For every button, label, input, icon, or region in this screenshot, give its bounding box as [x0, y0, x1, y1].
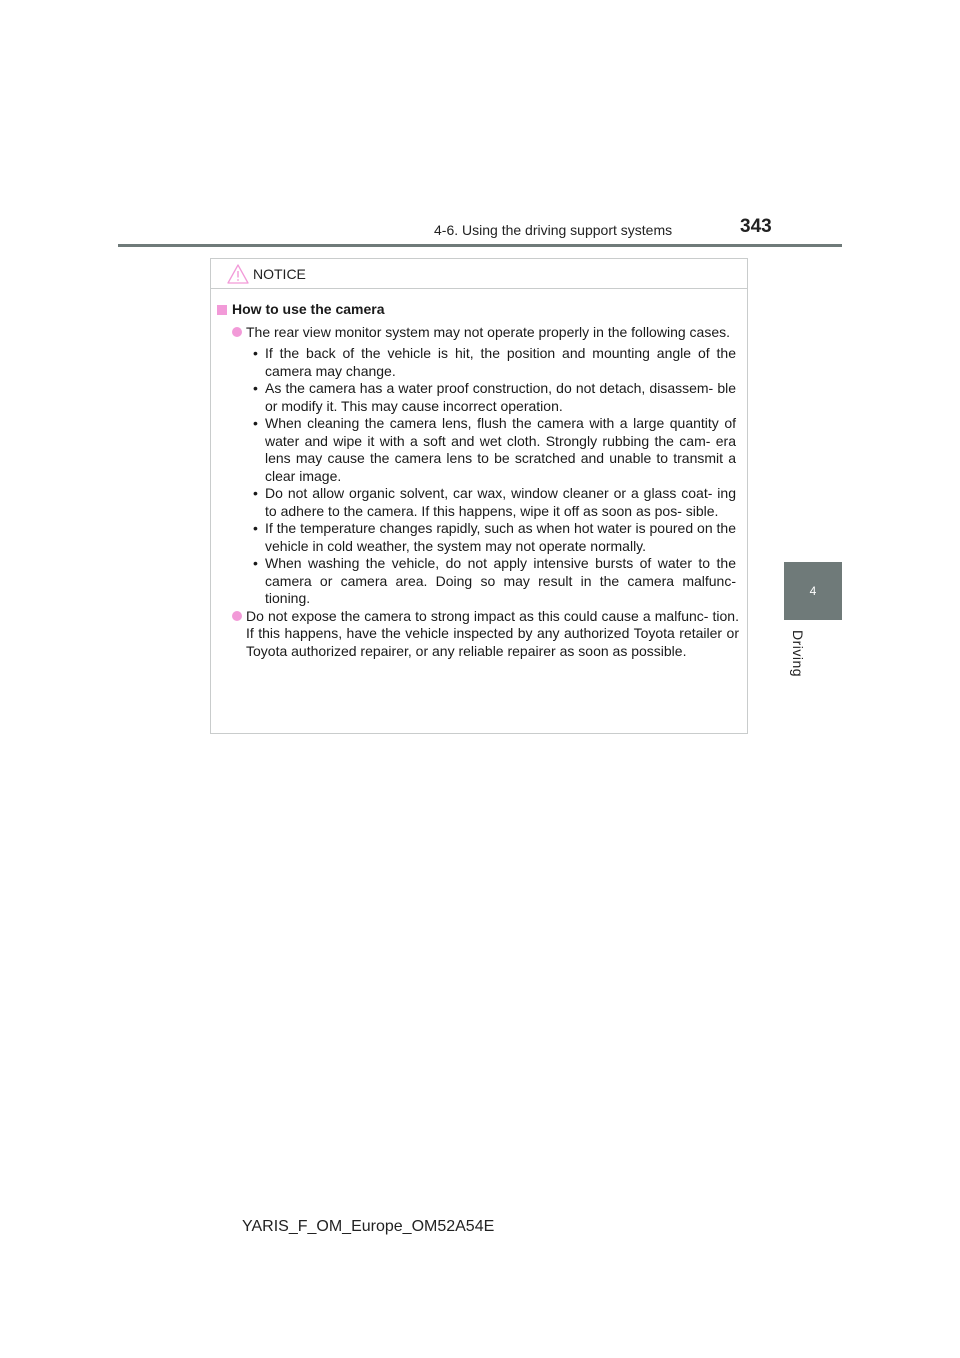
round-bullet-icon [232, 611, 242, 621]
notice-point [217, 608, 739, 661]
sub-bullet-text: When cleaning the camera lens, flush the camera with a large quantity of water and wipe it with a soft and wet cloth. Strongly rubbing the cam- era lens may cause the camera lens to be scratched and unable to transmit a clear image. [265, 415, 736, 484]
document-code: YARIS_F_OM_Europe_OM52A54E [242, 1218, 495, 1235]
chapter-label: Driving [790, 630, 806, 678]
bullet-mark: • [253, 520, 258, 536]
section-title: 4-6. Using the driving support systems [434, 222, 673, 238]
bullet-mark: • [253, 485, 258, 501]
notice-point-text: Do not expose the camera to strong impact as this could cause a malfunc- tion. If this happens, have the vehicle inspected by any authorized Toyota retailer or Toyota authorized repairer, or any reliable repairer as soon as possible. [246, 607, 739, 659]
bullet-mark: • [253, 415, 258, 431]
sub-bullet-text: Do not allow organic solvent, car wax, window cleaner or a glass coat- ing to adhere to the camera. If this happens, wipe it off as soon as pos- sible. [265, 485, 736, 519]
chapter-tab [784, 562, 842, 620]
notice-heading [217, 301, 739, 319]
notice-point [217, 324, 739, 342]
notice-point-text: The rear view monitor system may not operate properly in the following cases. [246, 323, 730, 340]
notice-body [211, 289, 747, 660]
sub-bullet-item [253, 555, 739, 608]
sub-bullet-text: If the back of the vehicle is hit, the position and mounting angle of the camera may change. [265, 345, 736, 379]
sub-bullet-item [253, 520, 739, 555]
bullet-mark: • [253, 345, 258, 361]
square-bullet-icon [217, 305, 227, 315]
sub-bullet-item [253, 380, 739, 415]
warning-triangle-icon [227, 264, 249, 284]
bullet-mark: • [253, 380, 258, 396]
sub-bullet-item [253, 415, 739, 485]
page-number: 343 [740, 216, 772, 237]
bullet-mark: • [253, 555, 258, 571]
sub-bullet-text: As the camera has a water proof construction, do not detach, disassem- ble or modify it. This may cause incorrect operation. [265, 380, 736, 414]
notice-box [210, 258, 748, 734]
sub-bullet-item [253, 485, 739, 520]
sub-bullet-text: If the temperature changes rapidly, such as when hot water is poured on the vehicle in cold weather, the system may not operate normally. [265, 520, 736, 554]
notice-header [211, 259, 747, 289]
header-divider [118, 244, 842, 247]
sub-bullet-item [253, 345, 739, 380]
sub-bullet-text: When washing the vehicle, do not apply intensive bursts of water to the camera or camera area. Doing so may result in the camera malfunc- tioning. [265, 555, 736, 606]
notice-title: NOTICE [253, 265, 306, 282]
round-bullet-icon [232, 327, 242, 337]
notice-heading-text: How to use the camera [232, 301, 385, 317]
sub-bullet-list [253, 345, 739, 608]
chapter-number: 4 [809, 584, 817, 598]
